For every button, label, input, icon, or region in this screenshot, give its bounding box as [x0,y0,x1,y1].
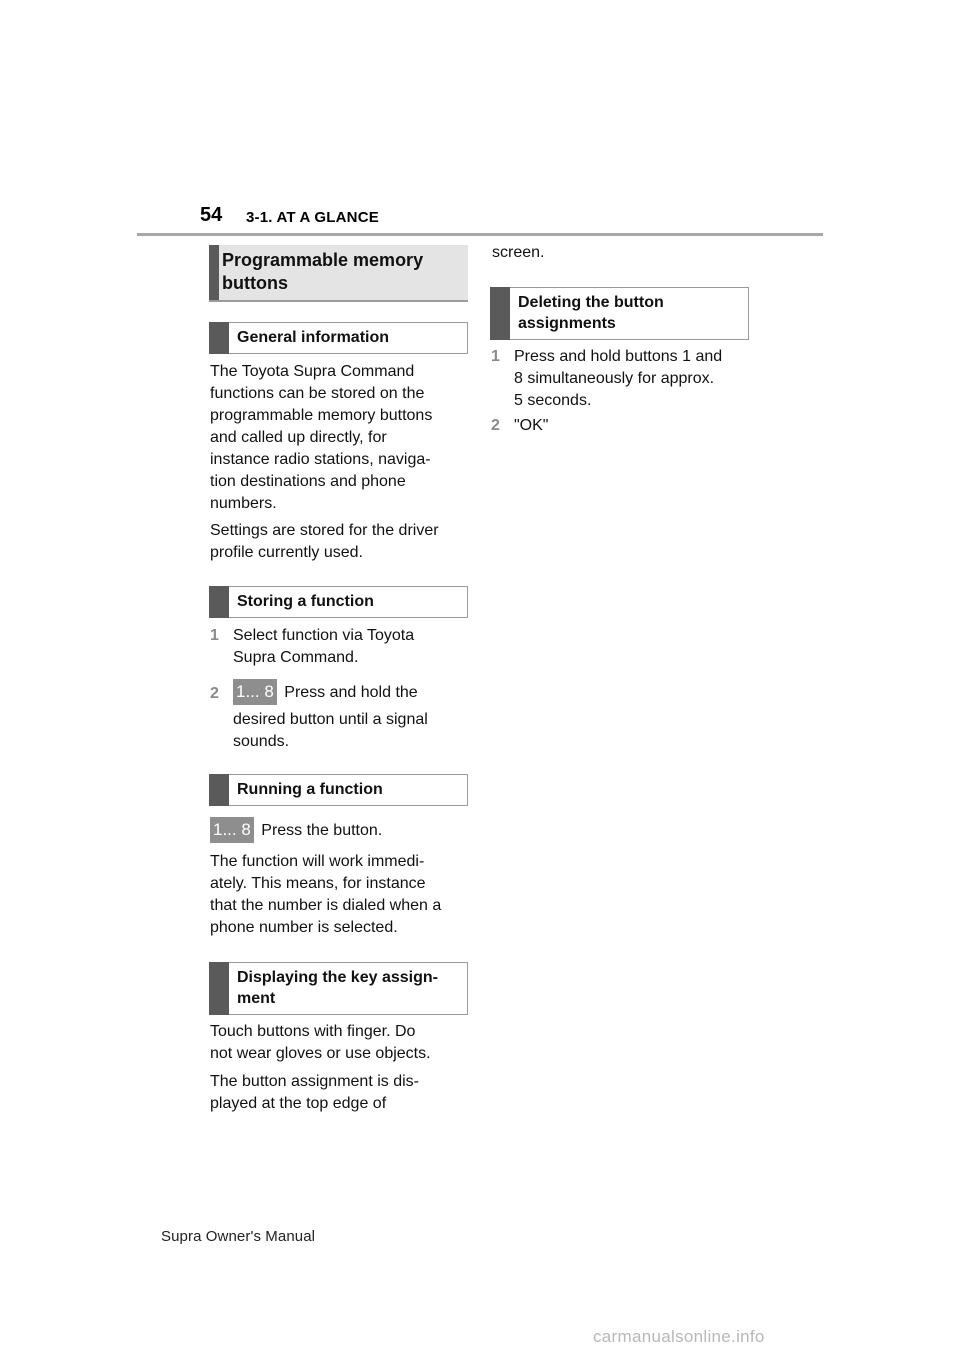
text-line: not wear gloves or use objects. [210,1045,431,1062]
running-key-row [210,817,472,844]
text-line: Settings are stored for the driver [210,522,439,539]
text-line: played at the top edge of [210,1095,387,1112]
step-number: 1 [210,627,219,644]
heading-line: ment [237,990,276,1007]
heading-bar [209,586,229,618]
heading-bar [209,322,229,354]
deleting-step-2 [491,415,753,437]
section-title: 3-1. AT A GLANCE [246,209,379,226]
general-paragraph-1 [210,361,472,515]
heading-line: Deleting the button [518,294,664,311]
heading-line: Displaying the key assign- [237,969,438,986]
heading-line: assignments [518,315,616,332]
text-line: 8 simultaneously for approx. [514,370,715,387]
subheading-general-text: General information [237,329,390,346]
subheading-storing-text: Storing a function [237,593,374,610]
memory-button-key: 1... 8 [233,679,277,705]
text-line: numbers. [210,495,277,512]
general-paragraph-2 [210,520,472,564]
text-line: "OK" [514,417,549,434]
memory-button-key: 1... 8 [210,817,254,843]
text-line: programmable memory buttons [210,407,433,424]
text-line: that the number is dialed when a [210,897,442,914]
text-line: Press and hold buttons 1 and [514,348,723,365]
storing-step-1 [210,625,472,669]
subheading-storing [209,586,468,618]
deleting-step-1 [491,346,753,412]
text-line: functions can be stored on the [210,385,425,402]
text-line: The button assignment is dis- [210,1073,419,1090]
text-line: The Toyota Supra Command [210,363,415,380]
subheading-deleting [490,287,749,340]
header-rule [137,233,823,236]
text-line: 5 seconds. [514,392,592,409]
text-line: desired button until a signal [233,711,428,728]
text-line: phone number is selected. [210,919,398,936]
text-line: Touch buttons with finger. Do [210,1023,416,1040]
text-line: The function will work immedi- [210,853,425,870]
footer-manual-title: Supra Owner's Manual [161,1228,316,1245]
watermark: carmanualsonline.info [593,1327,765,1346]
text-line: tion destinations and phone [210,473,406,490]
heading-bar [490,287,510,340]
subheading-running [209,774,468,806]
text-line: Press and hold the [284,684,418,701]
subheading-running-text: Running a function [237,781,383,798]
subheading-general [209,322,468,354]
main-heading [209,245,468,302]
page-number: 54 [200,204,223,226]
displaying-paragraph-2 [210,1071,472,1115]
subheading-displaying-text [237,967,463,1009]
heading-bar [209,774,229,806]
text-line: sounds. [233,733,290,750]
text-line: Select function via Toyota [233,627,415,644]
main-heading-text: Programmable memory buttons [222,250,424,293]
heading-bar [209,245,219,300]
subheading-deleting-text [518,292,744,334]
heading-bar [209,962,229,1015]
step-number: 2 [210,685,219,702]
continued-text: screen. [492,244,545,261]
text-line: profile currently used. [210,544,363,561]
displaying-paragraph-1 [210,1021,472,1065]
text-line: and called up directly, for [210,429,387,446]
text-line: ately. This means, for instance [210,875,426,892]
text-line: Supra Command. [233,649,359,666]
storing-step-2 [210,679,472,753]
running-paragraph [210,851,472,939]
step-number: 2 [491,417,500,434]
text-line: instance radio stations, naviga- [210,451,431,468]
text-line: Press the button. [261,822,383,839]
step-number: 1 [491,348,500,365]
subheading-displaying [209,962,468,1015]
